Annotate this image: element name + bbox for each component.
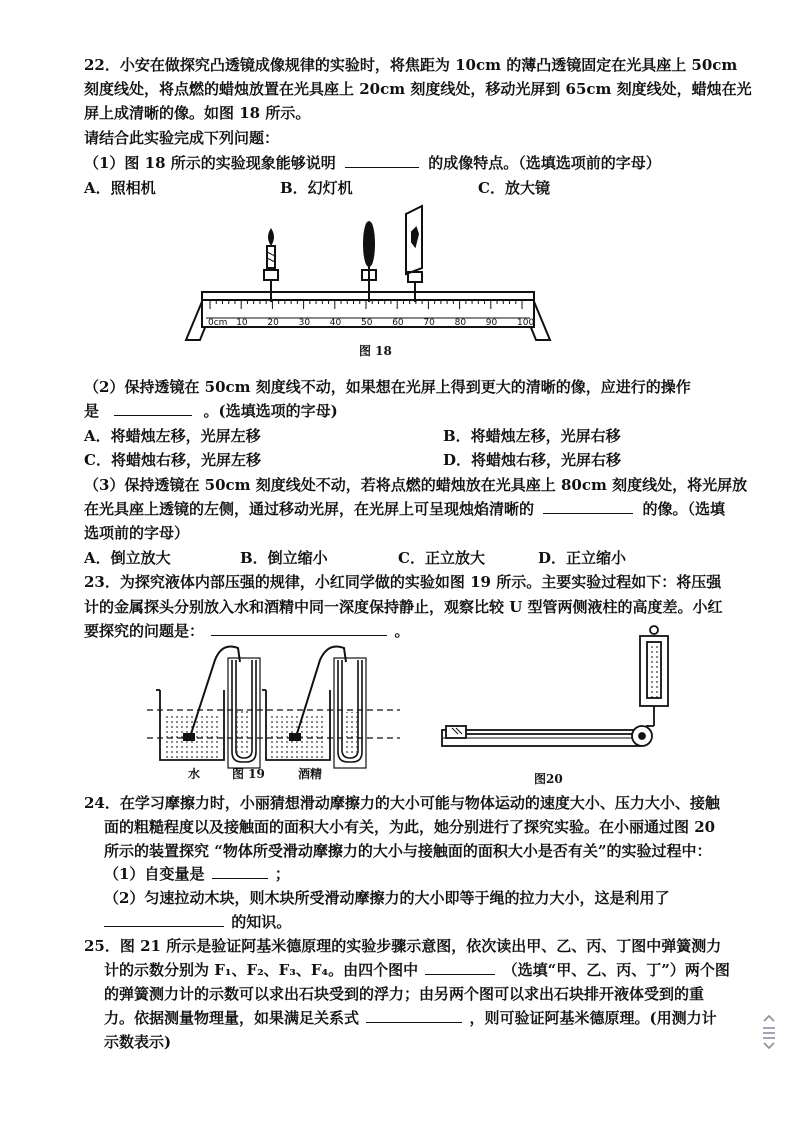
q22-part1-text-b: 的成像特点。（选填选项前的字母）	[428, 154, 661, 172]
q22-intro: 请结合此实验完成下列问题：	[84, 129, 280, 147]
ruler-label: 30	[298, 318, 311, 328]
q22-p3-option-b: B．倒立缩小	[240, 549, 328, 567]
q22-p1-option-c: C．放大镜	[478, 179, 550, 197]
q25-line-2	[104, 960, 730, 980]
q24-line-1: 24．在学习摩擦力时，小丽猜想滑动摩擦力的大小可能与物体运动的速度大小、压力大小、接触	[84, 794, 720, 812]
q22-part2-text-c: 。(选填选项的字母)	[203, 402, 338, 420]
ruler-label: 0cm	[208, 318, 228, 328]
q22-part3-line-3: 选项前的字母）	[84, 524, 190, 542]
q22-p1-option-b: B．幻灯机	[280, 179, 353, 197]
q22-part2-line-1: （2）保持透镜在 50cm 刻度线不动，如果想在光屏上得到更大的清晰的像，应进行的操作	[84, 378, 691, 396]
q22-part2-text-b: 是	[84, 402, 100, 420]
q24-part2-blank[interactable]	[104, 912, 224, 927]
q24-part1	[104, 864, 290, 884]
q22-p1-option-a: A．照相机	[84, 179, 156, 197]
ruler-label: 100	[517, 318, 535, 328]
figure-19-caption: 图 19	[232, 767, 265, 781]
q22-part1-text-a: （1）图 18 所示的实验现象能够说明	[84, 154, 336, 172]
q25-blank-2[interactable]	[366, 1008, 462, 1023]
ruler-label: 10	[236, 318, 248, 328]
q23-text: 要探究的问题是：	[84, 622, 205, 640]
q25-line-5: 示数表示)	[104, 1033, 172, 1051]
q24-part2: （2）匀速拉动木块，则木块所受滑动摩擦力的大小即等于绳的拉力大小，这是利用了	[104, 889, 670, 907]
q22-part3-text-c: 的像。（选填	[642, 500, 725, 518]
q25-blank-1[interactable]	[425, 960, 495, 975]
q24-part1-end: ；	[274, 865, 290, 883]
q22-stem-line-2: 刻度线处，将点燃的蜡烛放置在光具座上 20cm 刻度线处，移动光屏到 65cm 刻度线处，蜡烛在光	[84, 80, 752, 98]
q24-part2-line-2	[104, 912, 291, 932]
q23-text-end: 。	[394, 622, 410, 640]
q24-part1-blank[interactable]	[212, 864, 268, 879]
ruler-label: 90	[485, 318, 498, 328]
ruler-label: 80	[454, 318, 467, 328]
q22-part3-text-b: 在光具座上透镜的左侧，通过移动光屏，在光屏上可呈现烛焰清晰的	[84, 500, 535, 518]
q24-line-2: 面的粗糙程度以及接触面的面积大小有关，为此，她分别进行了探究实验。在小丽通过图 20	[104, 818, 716, 836]
ruler-label: 20	[267, 318, 279, 328]
figure-19-water-label: 水	[188, 767, 201, 781]
q22-p3-option-c: C．正立放大	[398, 549, 485, 567]
ruler-label: 70	[423, 318, 435, 328]
q22-p3-option-d: D．正立缩小	[538, 549, 627, 567]
q24-part1-text: （1）自变量是	[104, 865, 205, 883]
q23-line-1: 23．为探究液体内部压强的规律，小红同学做的实验如图 19 所示。主要实验过程如下：将压强	[84, 573, 722, 591]
figure-20-caption: 图20	[534, 772, 563, 786]
q25-line-4-a: 力。依据测量物理量，如果满足关系式	[104, 1009, 360, 1027]
page-scroll-icon[interactable]	[760, 1014, 778, 1050]
q22-p2-option-c: C．将蜡烛右移，光屏左移	[84, 451, 261, 469]
q25-line-3: 的弹簧测力计的示数可以求出石块受到的浮力；由另两个图可以求出石块排开液体受到的重	[104, 985, 705, 1003]
q25-line-4	[104, 1008, 717, 1028]
q22-stem-line-3: 屏上成清晰的像。如图 18 所示。	[84, 104, 311, 122]
figure-18-caption: 图 18	[359, 344, 392, 358]
figure-19-alcohol-label: 酒精	[298, 767, 323, 781]
ruler-label: 50	[361, 318, 373, 328]
q22-p2-option-a: A．将蜡烛左移，光屏左移	[84, 427, 261, 445]
q25-line-2-a: 计的示数分别为 F₁、F₂、F₃、F₄。由四个图中	[104, 961, 419, 979]
q25-line-4-b: ，则可验证阿基米德原理。(用测力计	[469, 1009, 717, 1027]
q23-line-2: 计的金属探头分别放入水和酒精中同一深度保持静止，观察比较 U 型管两侧液柱的高度差。小红	[84, 598, 723, 616]
q25-line-2-b: （选填“甲、乙、丙、丁”）两个图	[502, 961, 730, 979]
ruler-label: 40	[329, 318, 342, 328]
q22-stem-line-1: 22．小安在做探究凸透镜成像规律的实验时，将焦距为 10cm 的薄凸透镜固定在光具座上 50cm	[84, 56, 738, 74]
q22-p2-option-b: B．将蜡烛左移，光屏右移	[443, 427, 621, 445]
q24-line-3: 所示的装置探究 “物体所受滑动摩擦力的大小与接触面的面积大小是否有关”的实验过程中：	[104, 842, 712, 860]
q25-line-1: 25．图 21 所示是验证阿基米德原理的实验步骤示意图，依次读出甲、乙、丙、丁图中弹簧测力	[84, 937, 722, 955]
q22-part3-line-1: （3）保持透镜在 50cm 刻度线处不动，若将点燃的蜡烛放在光具座上 80cm 刻度线处，将光屏放	[84, 476, 748, 494]
q22-p2-option-d: D．将蜡烛右移，光屏右移	[443, 451, 622, 469]
q24-part2-end: 的知识。	[231, 913, 292, 931]
ruler-label: 60	[392, 318, 404, 328]
q22-p3-option-a: A．倒立放大	[84, 549, 171, 567]
